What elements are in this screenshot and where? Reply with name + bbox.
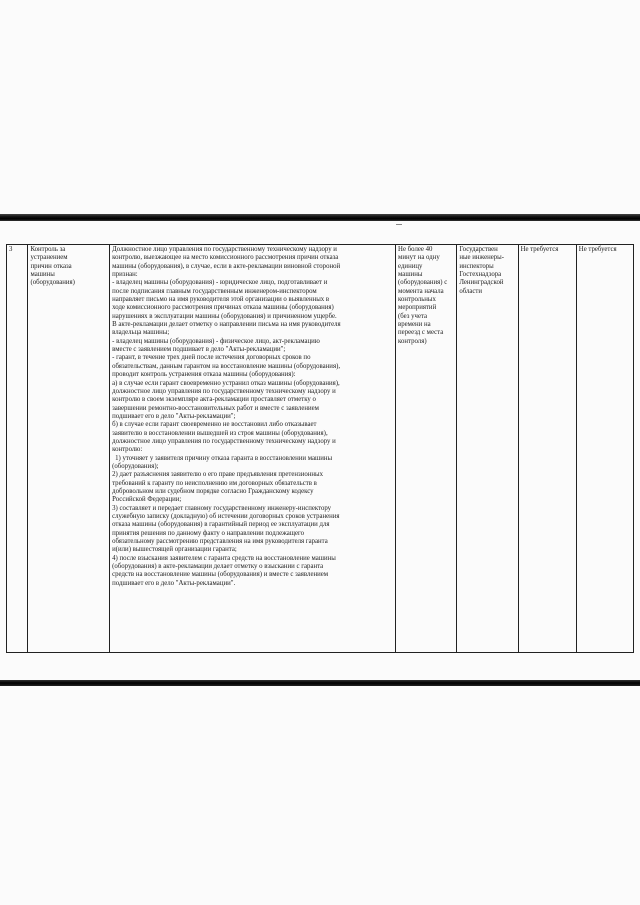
term-line: момента начала — [398, 287, 444, 295]
description-line: 3) составляет и передает главному государственному инженеру-инспектору — [112, 504, 332, 512]
description-line: признан: — [112, 271, 138, 279]
description-line: направляет письмо на имя руководителя этой организации о выявленных в — [112, 296, 330, 304]
description-line: - владелец машины (оборудования) - юридическое лицо, подготавливает и — [112, 279, 328, 287]
description-line: б) в случае если гарант своевременно не восстановил либо отказывает — [112, 421, 317, 429]
term-line: Не более 40 — [398, 246, 433, 253]
responsible-line: Государствен — [459, 246, 498, 253]
description-line: принятия решения по данному факту о направлении подлежащего — [112, 529, 305, 537]
term-line: контрольных — [398, 296, 436, 304]
row-number: 3 — [7, 245, 28, 653]
description-line: подшивает его в дело "Акты-рекламации"; — [112, 412, 236, 420]
form-requirement-b: Не требуется — [576, 245, 633, 653]
description-line: должностное лицо управления по государственному техническому надзору и — [112, 387, 336, 395]
scan-bottom-border — [0, 680, 640, 686]
description-line: контролю: — [112, 446, 143, 454]
term-line: времени на — [398, 321, 431, 329]
responsible-line: Ленинградской — [459, 279, 504, 287]
description-line: контролю в своем экземпляре акта-рекламации проставляет отметку о — [112, 396, 316, 404]
term-line: переезд с места — [398, 329, 444, 337]
description-line: 1) уточняет у заявителя причину отказа гаранта в восстановлении машины — [115, 454, 333, 462]
description-line: контролю, выезжающее на место комиссионного рассмотрения причин отказа — [112, 254, 339, 262]
description-line: завершении ремонтно-восстановительных работ и вместе с заявлением — [112, 404, 319, 412]
description-line: В акте-рекламации делает отметку о направлении письма на имя руководителя — [112, 321, 341, 329]
responsible-officials — [457, 245, 518, 653]
description-line: 4) после взыскания заявителем с гаранта средств на восстановление машины — [112, 554, 336, 562]
description-line: проводит контроль устранения отказа машины (оборудования): — [112, 371, 296, 379]
description-line: владельца машины; — [112, 329, 170, 337]
description-line: (оборудования) в акте-рекламации делает отметку о взыскании с гаранта — [112, 563, 324, 571]
term-line: единицу — [398, 262, 423, 270]
description-line: Должностное лицо управления по государственному техническому надзору и — [112, 246, 337, 253]
description-line: обязательствам, данным гарантом на восстановление машины (оборудования), — [112, 362, 341, 370]
description-line: средств на восстановление машины (оборудования) и вместе с заявлением — [112, 571, 329, 579]
description-line: добровольном или судебном порядке согласно Гражданскому кодексу — [112, 487, 314, 495]
scan-mark — [396, 224, 402, 225]
stage-line: машины — [30, 271, 55, 279]
procedure-table — [6, 244, 634, 653]
term-line: машины — [398, 271, 423, 279]
procedure-description — [110, 245, 396, 653]
term-line: (без учета — [398, 312, 428, 320]
description-line: и(или) вышестоящей организации гаранта; — [112, 546, 237, 554]
description-line: подшивает его в дело "Акты-рекламации". — [112, 579, 236, 587]
term-line: мероприятий — [398, 304, 437, 312]
responsible-line: области — [459, 287, 483, 295]
scan-top-border — [0, 214, 640, 221]
stage-line: Контроль за — [30, 246, 66, 253]
description-line: обязательному рассмотрению представления на имя руководителя гаранта — [112, 538, 328, 546]
description-line: отказа машины (оборудования) в гарантийный период ее эксплуатации для — [112, 521, 330, 529]
description-line: Российской Федерации; — [112, 496, 182, 504]
stage-line: (оборудования) — [30, 279, 75, 287]
responsible-line: инспекторы — [459, 262, 494, 270]
description-line: 2) дает разъяснения заявителю о его праве предъявления претензионных — [112, 471, 323, 479]
description-line: вместе с заявлением подшивает в дело "Акты-рекламации"; — [112, 346, 286, 354]
term-line: (оборудования) с — [398, 279, 448, 287]
description-line: нарушениях в эксплуатации машины (оборудования) и причиненном ущербе. — [112, 312, 337, 320]
description-line: после подписания главным государственным инженером-инспектором — [112, 287, 317, 295]
description-line: ходе комиссионного рассмотрения причинах отказа машины (оборудования) — [112, 304, 334, 312]
description-line: служебную записку (докладную) об истечении договорных сроков устранения — [112, 513, 340, 520]
description-line: должностное лицо управления по государственному техническому надзору и — [112, 437, 336, 445]
stage-name — [28, 245, 110, 653]
description-line: требований к гаранту по неисполнению им договорных обязательств в — [112, 479, 317, 487]
stage-line: причин отказа — [30, 262, 72, 270]
table-row — [7, 245, 634, 653]
description-line: а) в случае если гарант своевременно устранил отказ машины (оборудования), — [112, 379, 340, 387]
description-line: заявителю в восстановлении вышедшей из строя машины (оборудования), — [112, 429, 328, 437]
description-line: - гарант, в течение трех дней после истечения договорных сроков по — [112, 354, 311, 362]
responsible-line: Гостехнадзора — [459, 271, 502, 279]
description-line: - владелец машины (оборудования) - физическое лицо, акт-рекламацию — [112, 337, 320, 345]
stage-line: устранением — [30, 254, 68, 262]
term-line: минут на одну — [398, 254, 440, 262]
form-requirement-a: Не требуется — [518, 245, 576, 653]
description-line: машины (оборудования), в случае, если в акте-рекламации виновной стороной — [112, 262, 341, 270]
term-line: контроля) — [398, 337, 427, 345]
description-line: (оборудования); — [112, 462, 159, 470]
responsible-line: ные инженеры- — [459, 254, 505, 262]
execution-term — [396, 245, 457, 653]
